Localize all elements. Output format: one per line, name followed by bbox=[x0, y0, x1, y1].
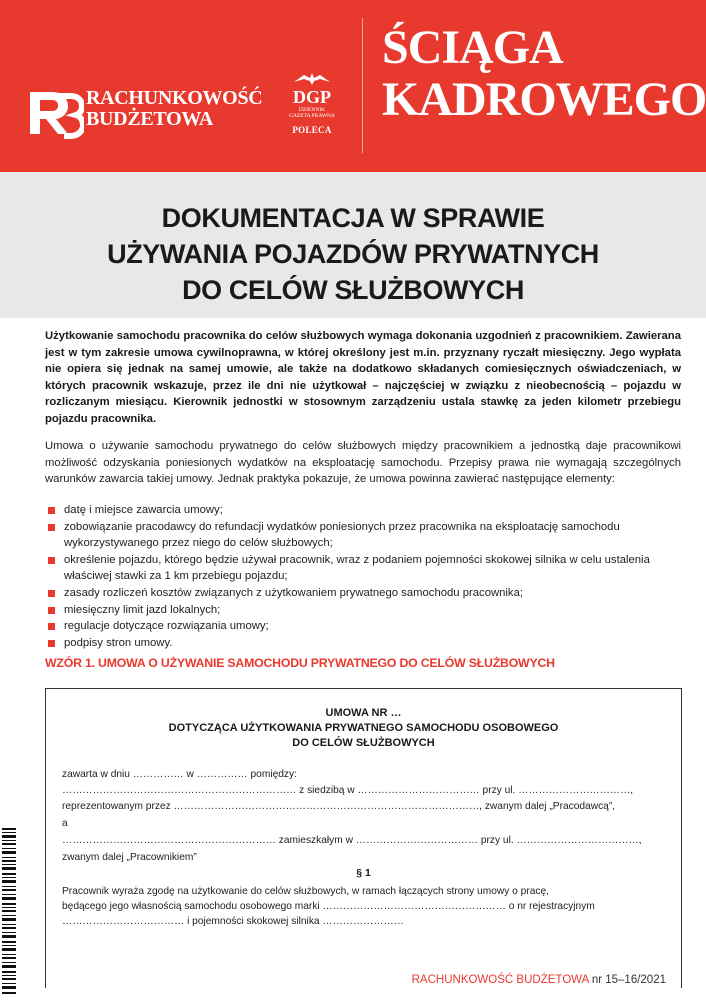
contract-subject-line-2: DO CELÓW SŁUŻBOWYCH bbox=[292, 737, 435, 749]
clause-line-3: ……………………………… i pojemności skokowej silnika …………………… bbox=[62, 916, 404, 927]
brand-line-2: BUDŻETOWA bbox=[86, 108, 213, 130]
template-heading: WZÓR 1. UMOWA O UŻYWANIE SAMOCHODU PRYWATNEGO DO CELÓW SŁUŻBOWYCH bbox=[45, 656, 555, 670]
list-item-text: datę i miejsce zawarcia umowy; bbox=[64, 504, 223, 516]
header-divider bbox=[362, 18, 363, 153]
barcode-icon bbox=[0, 826, 18, 998]
dgp-small-line-2: GAZETA PRAWNA bbox=[288, 113, 336, 119]
bullet-square-icon bbox=[48, 507, 55, 514]
list-item-text: miesięczny limit jazd lokalnych; bbox=[64, 603, 221, 616]
list-item bbox=[48, 519, 684, 552]
contract-date-line: zawarta w dniu …………… w …………… pomiędzy: bbox=[62, 769, 297, 780]
dgp-badge bbox=[283, 72, 341, 150]
lead-paragraph: Użytkowanie samochodu pracownika do celów służbowych wymaga dokonania uzgodnień z pracownikiem. Zawierana jest w tym zakresie umowa cywilnoprawna, w której określony jest m.in. przyznany ryczałt miesięczny. Jego wypłata nie opiera się jednak na samej umowie, ale także na dodatkowo składanych comiesięcznych oświadczeniach, w których pracownik wskazuje, przez ile dni nie użytkował – najczęściej w związku z nieobecnością – pojazdu w rozliczanym miesiącu. Kierownik jednostki w stosownym zarządzeniu ustala stawkę za jeden kilometr przebiegu pojazdu pracownika. bbox=[45, 330, 681, 425]
bullet-square-icon bbox=[48, 607, 55, 614]
clause-line-1: Pracownik wyraża zgodę na użytkowanie do celów służbowych, w ramach łączących strony umowy o pracę, bbox=[62, 886, 549, 897]
employer-address-line: …………………………………………………………… z siedzibą w ……………………………… przy ul. ……………………………, bbox=[62, 785, 634, 796]
list-item-text: zasady rozliczeń kosztów związanych z użytkowaniem prywatnego samochodu pracownika; bbox=[64, 586, 523, 599]
page-title-line-2: UŻYWANIA POJAZDÓW PRYWATNYCH bbox=[107, 239, 599, 269]
clause-line-2: będącego jego własnością samochodu osobowego marki ……………………………………………… o nr rejestracyjnym bbox=[62, 901, 595, 912]
page-title-line-1: DOKUMENTACJA W SPRAWIE bbox=[161, 203, 545, 233]
bullet-square-icon bbox=[48, 590, 55, 597]
footer-publication: RACHUNKOWOŚĆ BUDŻETOWA bbox=[411, 974, 589, 986]
bullet-square-icon bbox=[48, 623, 55, 630]
list-item bbox=[48, 618, 684, 635]
dgp-letters: DGP bbox=[293, 87, 331, 107]
eagle-icon bbox=[292, 72, 332, 86]
footer-issue: nr 15–16/2021 bbox=[591, 974, 666, 986]
dgp-small-text bbox=[283, 107, 341, 119]
contract-subject-line-1: DOTYCZĄCA UŻYTKOWANIA PRYWATNEGO SAMOCHODU OSOBOWEGO bbox=[168, 722, 559, 734]
page-title bbox=[30, 200, 676, 308]
employer-representative-line: reprezentowanym przez ………………………………………………………………………………, zwanym dalej „Pracodawcą”, bbox=[62, 801, 616, 812]
bullet-square-icon bbox=[48, 557, 55, 564]
rb-logo-icon bbox=[24, 86, 84, 140]
contract-number: UMOWA NR … bbox=[325, 707, 402, 719]
brand-name bbox=[86, 88, 262, 130]
series-title-line-2: KADROWEGO bbox=[382, 73, 706, 126]
list-item-text: regulacje dotyczące rozwiązania umowy; bbox=[64, 620, 269, 633]
conjunction-line: a bbox=[62, 818, 68, 829]
page-title-line-3: DO CELÓW SŁUŻBOWYCH bbox=[182, 275, 524, 305]
list-item-text: określenie pojazdu, którego będzie używał pracownik, wraz z podaniem pojemności skokowej silnika w celu ustalenia właściwej stawki za 1 km przebiegu pojazdu; bbox=[64, 553, 650, 583]
contract-heading bbox=[45, 706, 682, 751]
series-title bbox=[382, 22, 706, 126]
bullet-square-icon bbox=[48, 524, 55, 531]
bullet-square-icon bbox=[48, 640, 55, 647]
elements-list bbox=[48, 502, 684, 651]
list-item bbox=[48, 602, 684, 619]
list-item bbox=[48, 552, 684, 585]
list-item-text: zobowiązanie pracodawcy do refundacji wydatków poniesionych przez pracownika na eksploatację samochodu wykorzystywanego przez niego do celów służbowych; bbox=[64, 520, 620, 550]
brand-line-1: RACHUNKOWOŚĆ bbox=[86, 87, 263, 109]
page-footer bbox=[356, 974, 666, 986]
list-item bbox=[48, 585, 684, 602]
intro-paragraph: Umowa o używanie samochodu prywatnego do celów służbowych między pracownikiem a jednostką daje pracownikowi możliwość odzyskania poniesionych wydatków na eksploatację samochodu. Przepisy prawa nie wymagają szczególnych warunków zawarcia takiej umowy. Jednak praktyka pokazuje, że umowa powinna zawierać następujące elementy: bbox=[45, 440, 681, 486]
dgp-poleca: POLECA bbox=[292, 125, 332, 135]
list-item bbox=[48, 502, 684, 519]
list-item bbox=[48, 635, 684, 652]
employee-designation-line: zwanym dalej „Pracownikiem” bbox=[62, 852, 197, 863]
list-item-text: podpisy stron umowy. bbox=[64, 636, 173, 649]
section-number: § 1 bbox=[356, 867, 371, 879]
series-title-line-1: ŚCIĄGA bbox=[382, 21, 563, 74]
employee-address-line: ……………………………………………………… zamieszkałym w ……………………………… przy ul. ………………………………, bbox=[62, 835, 642, 846]
dgp-small-line-1: DZIENNIK bbox=[298, 107, 326, 113]
